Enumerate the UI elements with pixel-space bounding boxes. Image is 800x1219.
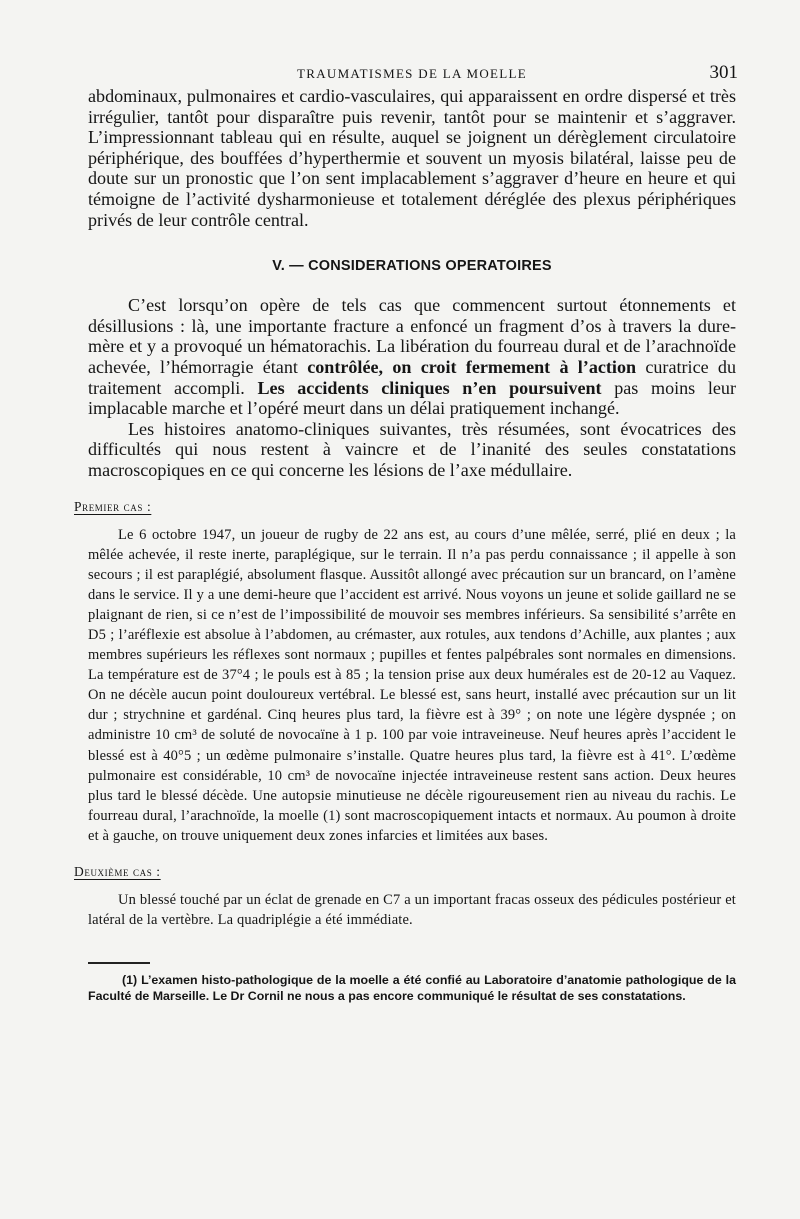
footnote-rule [88,962,150,964]
p1-bold-2: Les accidents cliniques n’en poursuivent [257,377,602,398]
page-number: 301 [709,62,738,83]
section-paragraph-1 [88,295,736,419]
p1-start: C’est lorsqu’on opère de tels cas que commencent surtout étonnements et désillusions : là, une importante fracture a enfoncé un fragment d’os à travers la dure-mère et y a provoqué un hématorachis. La libération du fourreau dural et de l’arachnoïde achevée, l’hémorragie étant [88,295,736,377]
intro-paragraph: abdominaux, pulmonaires et cardio-vasculaires, qui apparaissent en ordre dispersé et très irrégulier, tantôt pour disparaître puis revenir, tantôt pour se maintenir et s’aggraver. L’impressionnant tableau qui en résulte, auquel se joignent un dérèglement circulatoire périphérique, des bouffées d’hyperthermie et souvent un myosis bilatéral, laisse peu de doute sur un pronostic que l’on sent implacablement s’aggraver d’heure en heure et qui témoigne de l’activité dysharmonieuse et totalement déréglée des plexus périphériques privés de leur contrôle central. [88,86,736,230]
case-1-text: Le 6 octobre 1947, un joueur de rugby de 22 ans est, au cours d’une mêlée, serré, plié en deux ; la mêlée achevée, il reste inerte, paraplégique, sur le terrain. Il n’a pas perdu connaissance ; il appelle à son secours ; il est paraplégié, absolument flasque. Aussitôt allongé avec précaution sur un brancard, on l’amène dans le service. Il y a une demi-heure que l’accident est arrivé. Nous voyons un jeune et solide gaillard ne se plaignant de rien, si ce n’est de l’impossibilité de mouvoir ses membres inférieurs. Sa sensibilité s’arrête en D5 ; l’aréflexie est absolue à l’abdomen, au crémaster, aux rotules, aux tendons d’Achille, aux plantes ; aux membres supérieurs les réflexes sont normaux ; pupilles et fentes palpébrales sont normales en dimensions. La température est de 37°4 ; le pouls est à 85 ; la tension prise aux deux humérales est de 20-12 au Vaquez. On ne décèle aucun point douloureux vertébral. Le blessé est, sans heurt, installé avec précaution sur un lit dur ; strychnine et gardénal. Cinq heures plus tard, la fièvre est à 39° ; on note une légère dyspnée ; on administre 10 cm³ de soluté de novocaïne à 1 p. 100 par voie intraveineuse. Neuf heures après l’accident le blessé est à 40°5 ; un œdème pulmonaire s’installe. Quatre heures plus tard, la fièvre est à 41°. L’œdème pulmonaire est considérable, 10 cm³ de novocaïne injectée intraveineuse restent sans action. Deux heures plus tard le blessé décède. Une autopsie minutieuse ne décèle rigoureusement rien au niveau du rachis. Le fourreau dural, l’arachnoïde, la moelle (1) sont macroscopiquement intacts et normaux. Au poumon à droite et à gauche, on trouve uniquement deux zones infarcies et limitées aux bases. [88,526,736,844]
book-page [74,56,738,1004]
case-1-heading: Premier cas : [74,498,152,514]
section-heading: V. — CONSIDERATIONS OPERATOIRES [272,258,552,275]
running-title: TRAUMATISMES DE LA MOELLE [296,66,528,81]
p1-end: pas moins leur implacable marche et l’opéré meurt dans un délai pratiquement inchangé. [88,377,736,419]
p1-mid: curatrice du traitement accompli. [88,356,736,398]
running-head [88,56,736,86]
case-2-heading: Deuxième cas : [74,864,161,879]
case-2-text: Un blessé touché par un éclat de grenade en C7 a un important fracas osseux des pédicules postérieur et latéral de la vertèbre. La quadriplégie a été immédiate. [88,892,736,929]
section-paragraph-2: Les histoires anatomo-cliniques suivantes, très résumées, sont évocatrices des difficultés qui nous restent à vaincre et de l’inanité des seules constatations macroscopiques en ce qui concerne les lésions de l’axe médullaire. [88,418,736,480]
p1-bold: contrôlée, on croit fermement à l’action [307,356,637,377]
footnote: (1) L’examen histo-pathologique de la moelle a été confié au Laboratoire d’anatomie pathologique de la Faculté de Marseille. Le Dr Cornil ne nous a pas encore communiqué le résultat de ses constatations. [88,973,736,1004]
